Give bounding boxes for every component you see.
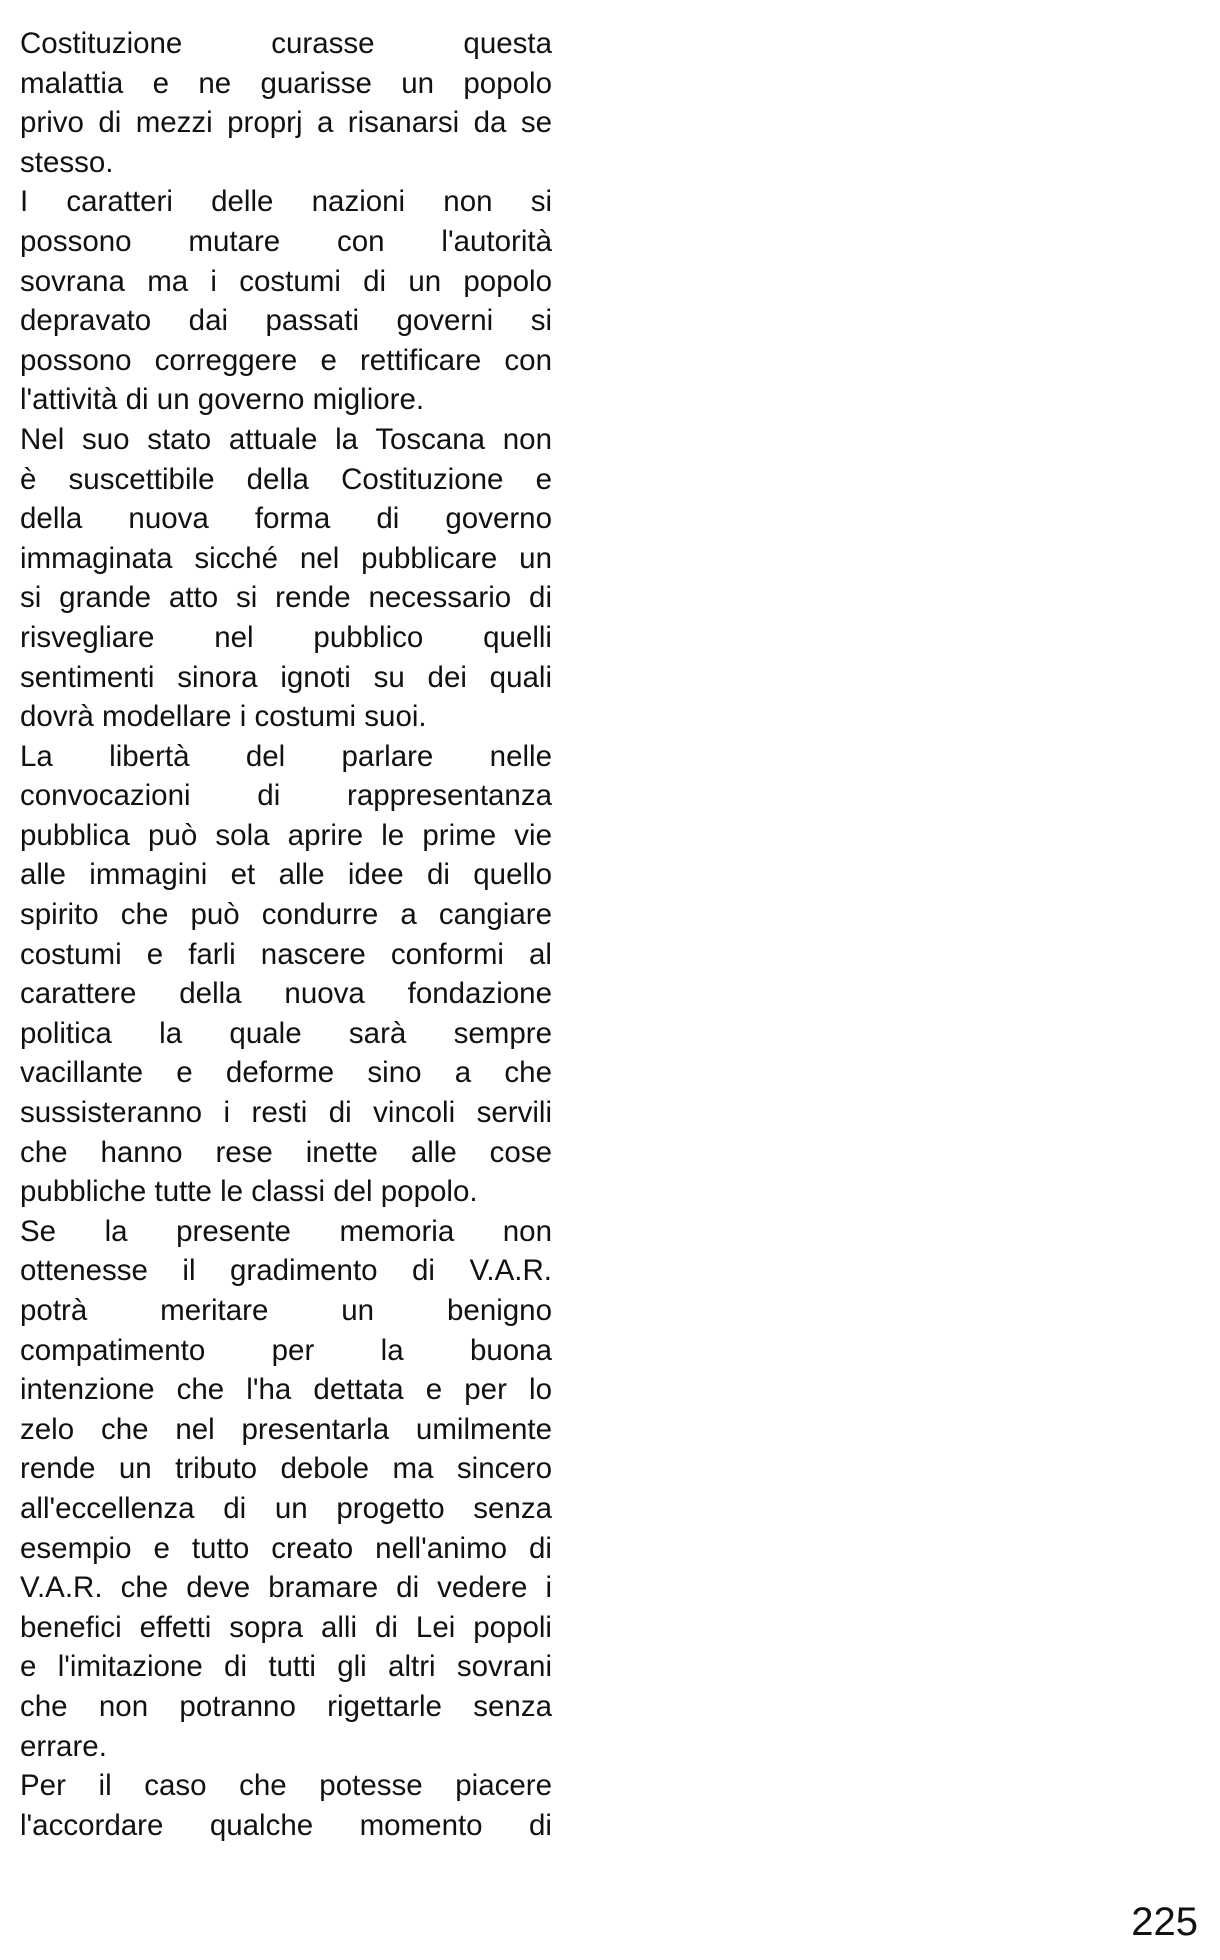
text-line: che non potranno rigettarle senza bbox=[20, 1689, 552, 1723]
text-line: compatimento per la buona bbox=[20, 1333, 552, 1367]
paragraph bbox=[20, 737, 552, 1212]
text-line: errare. bbox=[20, 1729, 107, 1763]
text-line: immaginata sicché nel pubblicare un bbox=[20, 541, 552, 575]
text-line: depravato dai passati governi si bbox=[20, 304, 552, 338]
text-line: carattere della nuova fondazione bbox=[20, 977, 552, 1011]
text-column bbox=[20, 24, 552, 1845]
paragraph bbox=[20, 420, 552, 737]
text-line: risvegliare nel pubblico quelli bbox=[20, 620, 552, 654]
text-line: costumi e farli nascere conformi al bbox=[20, 937, 552, 971]
text-line: possono mutare con l'autorità bbox=[20, 224, 552, 258]
text-line: e l'imitazione di tutti gli altri sovrani bbox=[20, 1650, 552, 1684]
text-line: Se la presente memoria non bbox=[20, 1214, 552, 1248]
text-line: che hanno rese inette alle cose bbox=[20, 1135, 552, 1169]
text-line: della nuova forma di governo bbox=[20, 502, 552, 536]
text-line: politica la quale sarà sempre bbox=[20, 1016, 552, 1050]
text-line: ottenesse il gradimento di V.A.R. bbox=[20, 1254, 552, 1288]
text-line: malattia e ne guarisse un popolo bbox=[20, 66, 552, 100]
text-line: l'attività di un governo migliore. bbox=[20, 383, 425, 417]
text-line: pubblica può sola aprire le prime vie bbox=[20, 818, 552, 852]
text-line: convocazioni di rappresentanza bbox=[20, 779, 552, 813]
text-line: stesso. bbox=[20, 145, 114, 179]
text-line: pubbliche tutte le classi del popolo. bbox=[20, 1175, 478, 1209]
text-line: spirito che può condurre a cangiare bbox=[20, 898, 552, 932]
text-line: zelo che nel presentarla umilmente bbox=[20, 1412, 552, 1446]
text-line: esempio e tutto creato nell'animo di bbox=[20, 1531, 552, 1565]
paragraph bbox=[20, 182, 552, 420]
text-line: all'eccellenza di un progetto senza bbox=[20, 1491, 552, 1525]
text-line: intenzione che l'ha dettata e per lo bbox=[20, 1373, 552, 1407]
text-line: l'accordare qualche momento di bbox=[20, 1808, 552, 1842]
text-line: sovrana ma i costumi di un popolo bbox=[20, 264, 552, 298]
text-line: potrà meritare un benigno bbox=[20, 1294, 552, 1327]
text-line: vacillante e deforme sino a che bbox=[20, 1056, 552, 1090]
text-line: dovrà modellare i costumi suoi. bbox=[20, 700, 427, 734]
text-line: Nel suo stato attuale la Toscana non bbox=[20, 422, 552, 456]
paragraph bbox=[20, 24, 552, 182]
text-line: privo di mezzi proprj a risanarsi da se bbox=[20, 106, 552, 140]
text-line: I caratteri delle nazioni non si bbox=[20, 185, 552, 219]
text-line: si grande atto si rende necessario di bbox=[20, 581, 552, 615]
text-line: sentimenti sinora ignoti su dei quali bbox=[20, 660, 552, 694]
page-number: 225 bbox=[1131, 1900, 1198, 1944]
paragraph bbox=[20, 1212, 552, 1766]
text-line: è suscettibile della Costituzione e bbox=[20, 462, 552, 496]
text-line: Costituzione curasse questa bbox=[20, 27, 552, 60]
text-line: V.A.R. che deve bramare di vedere i bbox=[20, 1571, 552, 1605]
text-line: La libertà del parlare nelle bbox=[20, 739, 552, 773]
text-line: rende un tributo debole ma sincero bbox=[20, 1452, 552, 1486]
text-line: benefici effetti sopra alli di Lei popoli bbox=[20, 1610, 552, 1644]
text-line: possono correggere e rettificare con bbox=[20, 343, 552, 377]
text-line: alle immagini et alle idee di quello bbox=[20, 858, 552, 892]
paragraph bbox=[20, 1766, 552, 1845]
text-line: sussisteranno i resti di vincoli servili bbox=[20, 1096, 552, 1130]
text-line: Per il caso che potesse piacere bbox=[20, 1769, 552, 1803]
